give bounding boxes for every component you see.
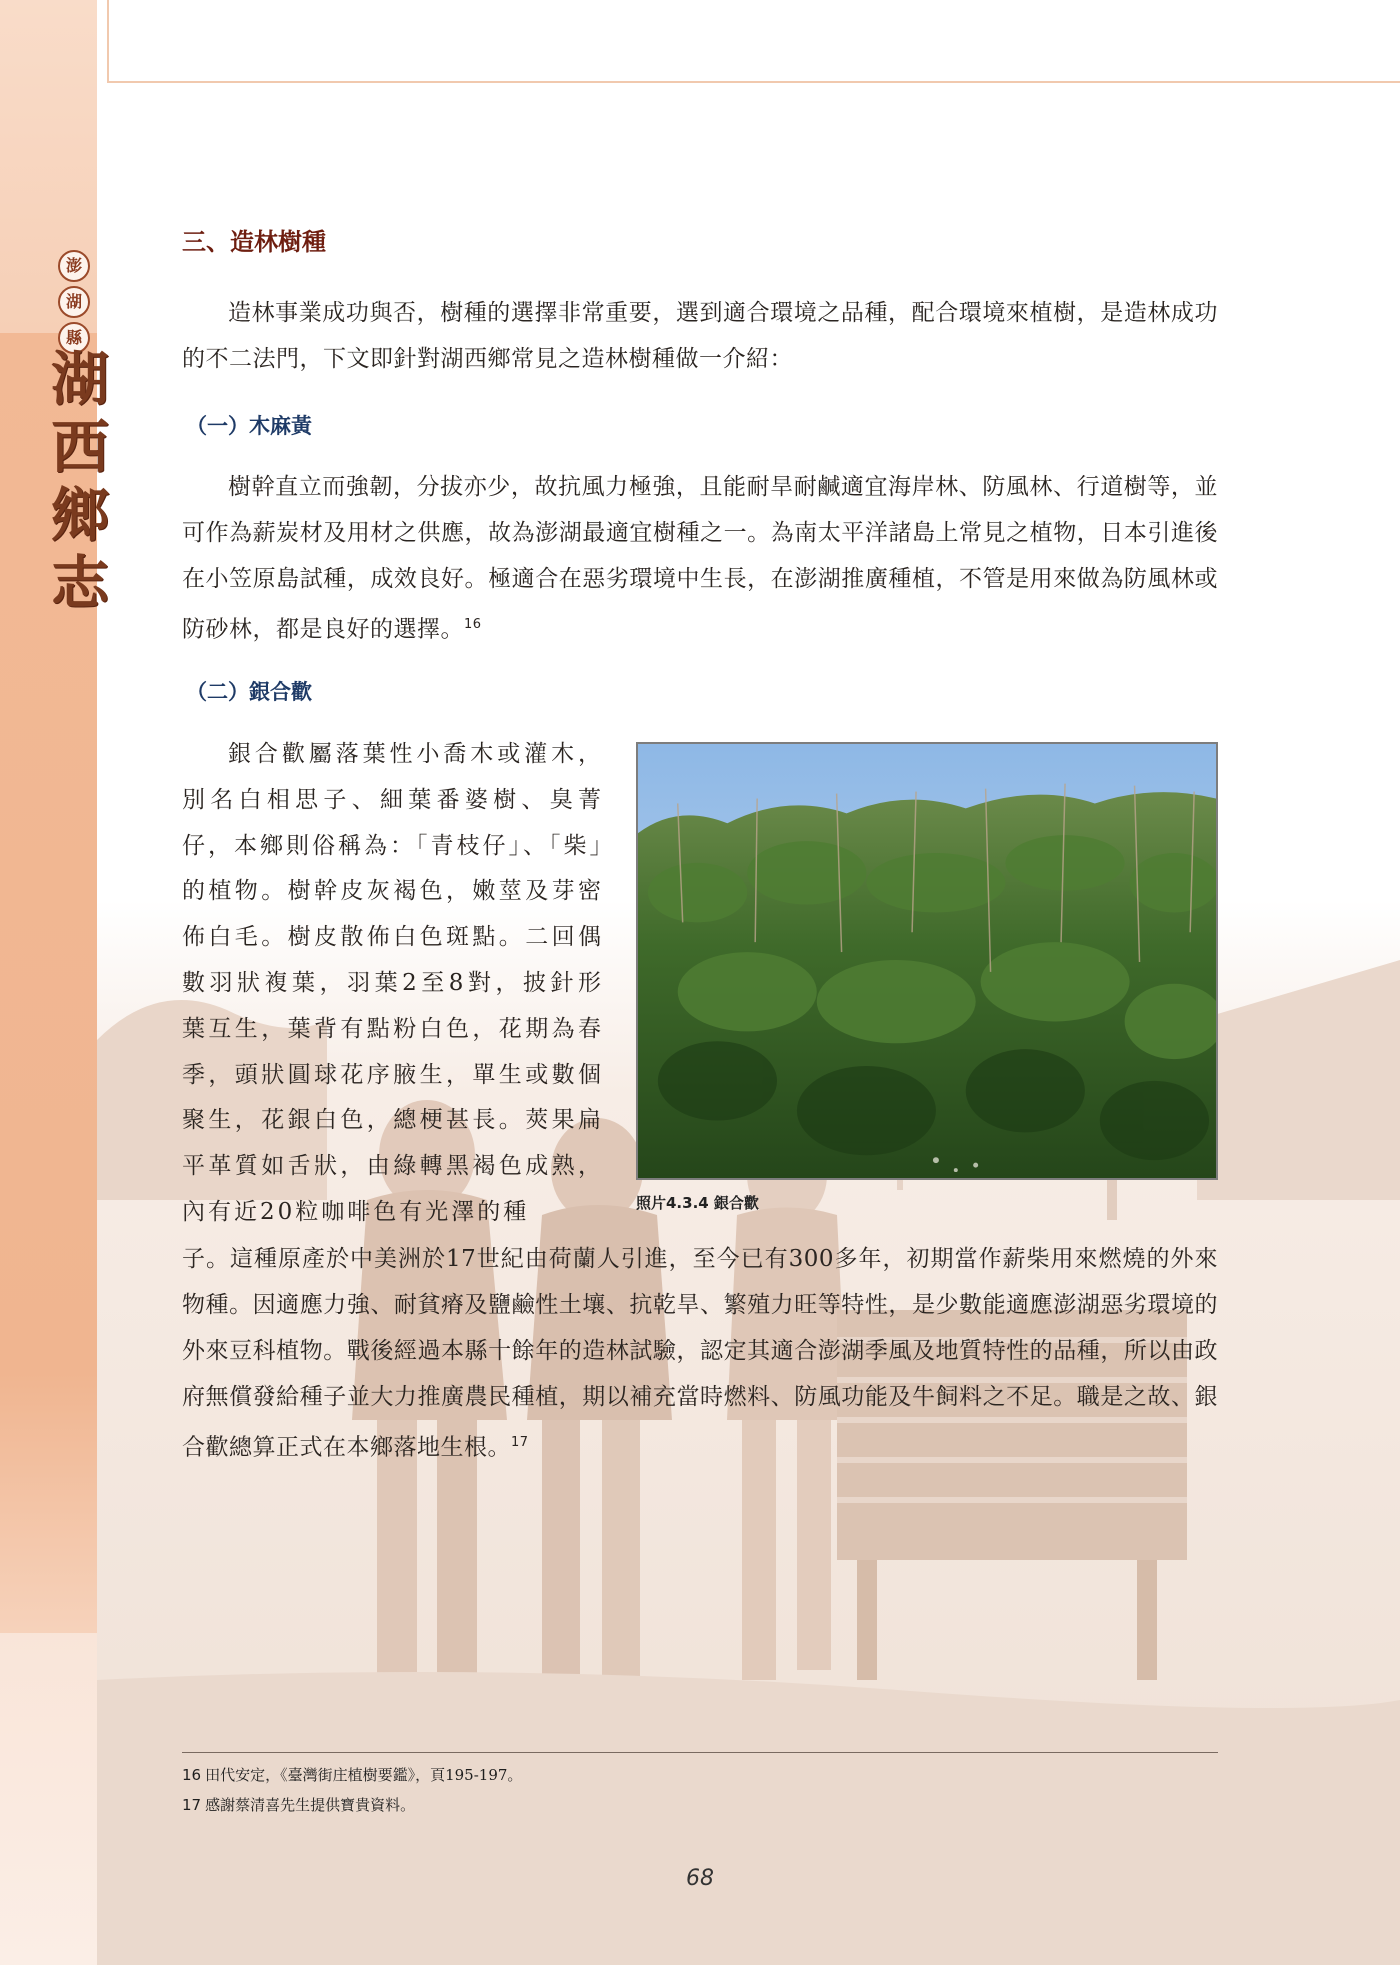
- book-title-char: 志: [50, 549, 109, 617]
- section-intro: 造林事業成功與否，樹種的選擇非常重要，選到適合環境之品種，配合環境來植樹，是造林成功的不二法門，下文即針對湖西鄉常見之造林樹種做一介紹：: [182, 300, 1218, 372]
- leucaena-paragraph-narrow: 銀合歡屬落葉性小喬木或灌木，別名白相思子、細葉番婆樹、臭菁仔，本鄉則俗稱為：「青枝仔」、「柴」的植物。樹幹皮灰褐色，嫩莖及芽密佈白毛。樹皮散佈白色斑點。二回偶數羽狀複葉，羽葉2至8對，披針形葉互生，葉背有點粉白色，花期為春季，頭狀圓球花序腋生，單生或數個聚生，花銀白色，總梗甚長。莢果扁平革質如舌狀，由綠轉黑褐色成熟，內有近20粒咖啡色有光澤的種: [182, 741, 604, 1225]
- book-title-char: 湖: [50, 345, 109, 413]
- book-title-char: 西: [50, 413, 109, 481]
- book-title-char: 鄉: [50, 481, 109, 549]
- photo-caption: 照片4.3.4 銀合歡: [636, 1194, 759, 1212]
- county-badge: 縣: [58, 322, 90, 354]
- footnote-17: [182, 1794, 415, 1815]
- footnote-number: 17: [182, 1796, 202, 1814]
- book-title: [50, 345, 110, 617]
- casuarina-paragraph: [182, 464, 1218, 653]
- footnote-ref-16[interactable]: 16: [464, 617, 482, 632]
- casuarina-body: 樹幹直立而強韌，分拔亦少，故抗風力極強，且能耐旱耐鹹適宜海岸林、防風林、行道樹等，並可作為薪炭材及用材之供應，故為澎湖最適宜樹種之一。為南太平洋諸島上常見之植物，日本引進後在小笠原島試種，成效良好。極適合在惡劣環境中生長，在澎湖推廣種植，不管是用來做為防風林或防砂林，都是良好的選擇。: [182, 474, 1218, 643]
- section-title: 三、造林樹種: [182, 228, 326, 256]
- footnote-number: 16: [182, 1766, 202, 1784]
- leucaena-photo: [636, 742, 1218, 1180]
- leucaena-photo-image: [638, 744, 1216, 1178]
- footnote-text: 田代安定，《臺灣街庄植樹要鑑》，頁195-197。: [205, 1766, 523, 1784]
- county-badge: 澎: [58, 250, 90, 282]
- subsection-title-leucaena: （二）銀合歡: [186, 679, 312, 704]
- footnote-rule: [182, 1752, 1218, 1753]
- subsection-title-casuarina: （一）木麻黃: [186, 413, 312, 438]
- footnote-16: [182, 1764, 522, 1785]
- county-badges: [58, 250, 92, 358]
- page-number: 68: [686, 1866, 714, 1891]
- footnote-text: 感謝蔡清喜先生提供寶貴資料。: [205, 1796, 416, 1814]
- header-rule: [107, 81, 1400, 83]
- county-badge: 湖: [58, 286, 90, 318]
- sidebar-rule: [107, 0, 109, 82]
- leucaena-body-wide: 子。這種原產於中美洲於17世紀由荷蘭人引進，至今已有300多年，初期當作薪柴用來燃燒的外來物種。因適應力強、耐貧瘠及鹽鹼性土壤、抗乾旱、繁殖力旺等特性，是少數能適應澎湖惡劣環境的外來豆科植物。戰後經過本縣十餘年的造林試驗，認定其適合澎湖季風及地質特性的品種，所以由政府無償發給種子並大力推廣農民種植，期以補充當時燃料、防風功能及牛飼料之不足。職是之故、銀合歡總算正式在本鄉落地生根。: [182, 1246, 1218, 1461]
- footnote-ref-17[interactable]: 17: [511, 1435, 529, 1450]
- leucaena-paragraph-wide: [182, 1236, 1218, 1471]
